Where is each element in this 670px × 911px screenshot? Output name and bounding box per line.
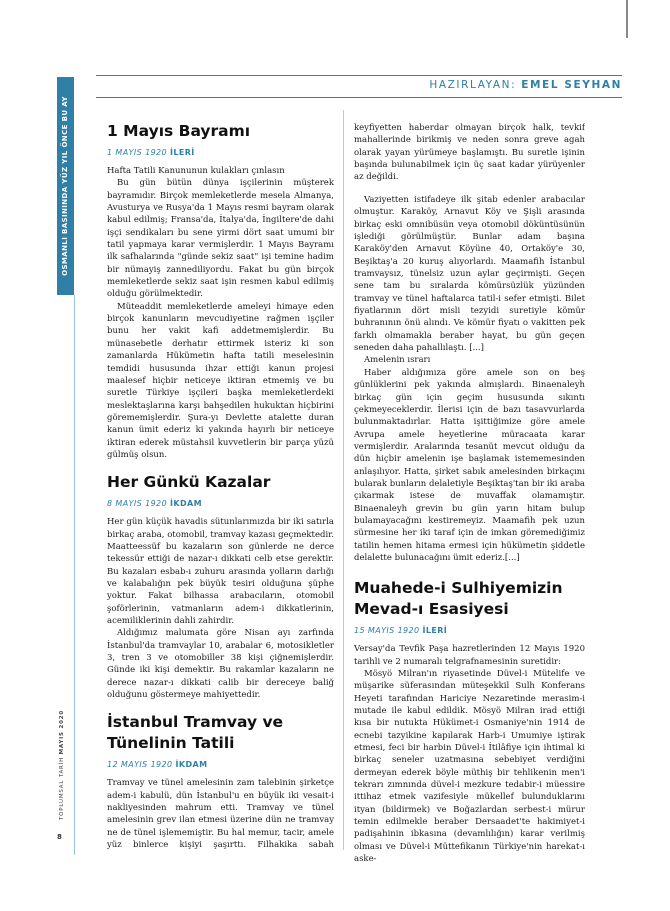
- author-credit: [429, 79, 622, 91]
- header-rule-top: [96, 75, 622, 76]
- article-paragraph: Hafta Tatili Kanununun kulakları çınlasın: [107, 166, 285, 176]
- article-paragraph: keyfiyetten haberdar olmayan birçok halk, tevkif mahallerinde birikmiş ve neden sonra greve agah olarak yayan yürümeye başlamıştı. Bu suretle işinin başında bulunabilmek için üç saat kadar yürüyenler az değildi.: [354, 123, 585, 183]
- newspaper-name: İKDAM: [170, 499, 202, 509]
- article-paragraph: Tramvay ve tünel amelesinin zam talebinin şirketçe adem-i kabulü, dün İstanbul'u en büyük iki vesait-i nakliyesinden mahrum etti. Tramvay ve tünel amelesinin grev ilan etmesi üzerine dün ne tramvay ne de tünel işlememiştir. Bu hal memur, tacir, amele yüz binlerce kişiyi şaşırttı. Filhakika sabah: [107, 778, 334, 851]
- prepared-by-label: HAZIRLAYAN:: [429, 79, 517, 91]
- magazine-name: TOPLUMSAL TARİH: [59, 756, 65, 820]
- article-paragraph: Haber aldığımıza göre amele son on beş günlüklerini pek yakında almışlardı. Binaenaleyh birkaç gün için geçim hususunda sıkıntı çekmeyeceklerdir. İlerisi için de bazı tasavvurlarda bulunmaktadırlar. Hatta işittiğimize göre amele Avrupa amele heyetlerine müracaata karar vermişlerdir. Aralarında tesanüt mevcut olduğu da dün hiçbir amelenin işe başlamak istememesinden anlaşılıyor. Hatta, şirket sabık amelesinden birkaçını bularak bunların delaletiyle Beşiktaş'tan bir iki araba çıkarmak istese de muvaffak olamamıştır. Binaenaleyh grevin bu gün yarın hitam bulup bulamayacağını kestiremeyiz. Maamafih pek uzun sürmesine her iki taraf için de imkan göremediğimiz tatilin hemen hitama ermesi için hükümetin şiddetle delalette bulunacağını ümit ederiz.[...]: [354, 367, 585, 563]
- page-edge-mark: [626, 0, 628, 38]
- issue-date: MAYIS 2020: [59, 710, 65, 755]
- article-paragraph: Mösyö Milran'ın riyasetinde Düvel-i Mütelife ve müşarike süferasından müteşekkil Sulh Konferans Heyeti tarafından Hariciye Nezaretinde merasim-i mutade ile kabul edildik. Mösyö Milran irad ettiği kısa bir nutukta Hükümet-i Osmaniye'nin 1914 de ecnebi tazyikine kapılarak Harb-i Umumiye iştirak etmesi, feci bir harbin Düvel-i İtilâfiye için ihtimal ki birkaç seneler uzatmasına sebebiyet verdiğini dermeyan ederek böyle müthiş bir tehlikenin men'i tekrarı zımnında düvel-i mezkure tedabir-i müessire ittihaz etmek vazifesiyle mükellef bulunduklarını ityan (bildirmek) ve Boğazlardan serbest-i mürur temin edilmekle beraber Dersaadet'te hakimiyet-i padişahinin ibkasına (devamlılığın) karar verilmiş olması ve Düvel-i Müttefikanın Türkiye'nin harekat-ı aske-: [354, 669, 585, 865]
- article-subheading: Amelenin ısrarı: [364, 355, 431, 366]
- article-title: İstanbul Tramvay ve Tünelinin Tatili: [107, 713, 284, 753]
- article-paragraph: Müteaddit memleketlerde ameleyi himaye eden birçok kanunların mevcudiyetine rağmen işçiler bunu her vakit kafi addetmemişlerdir. Bu münasebetle derhatır ettirmek isteriz ki son zamanlarda Hükümetin hafta tatili meselesinin temdidi hususunda ihzar ettiği kanun projesi maalesef hiçbir neticeye iktiran etmemiş ve bu suretle Türkiye işçileri başka memleketlerdeki meslektaşlarına karşı bahşedilen hukuktan hiçbirini görememişlerdir. Şura-yı Devlette atalette duran kanun ümit ederiz ki yakında hayırlı bir neticeye iktiran ederek müstahsil kuvvetlerin bir parça yüzü gülmüş olsun.: [107, 301, 334, 460]
- margin-rule: [74, 295, 75, 855]
- author-name: EMEL SEYHAN: [521, 79, 622, 91]
- article-source: [354, 626, 585, 635]
- article-date: 8 MAYIS 1920: [107, 499, 168, 509]
- footer-label: [59, 710, 65, 820]
- newspaper-name: İKDAM: [175, 760, 208, 770]
- article-source: [107, 148, 334, 157]
- article-title: Muahede-i Sulhiyemizin Mevad-ı Esasiyesi: [354, 579, 563, 619]
- article-date: 15 MAYIS 1920: [354, 626, 420, 636]
- continued-text: [354, 122, 585, 194]
- article-source: [107, 760, 334, 769]
- article-source: [107, 499, 334, 508]
- article-title: Her Günkü Kazalar: [107, 473, 271, 492]
- newspaper-name: İLERİ: [170, 148, 195, 157]
- section-label: OSMANLI BASININDA YÜZ YIL ÖNCE BU AY: [61, 96, 69, 276]
- header-rule-bottom: [96, 97, 622, 98]
- article-date: 12 MAYIS 1920: [107, 760, 173, 770]
- column-separator: [343, 110, 344, 850]
- newspaper-name: İLERİ: [422, 626, 448, 636]
- left-column: [107, 110, 334, 851]
- article-title: 1 Mayıs Bayramı: [107, 122, 251, 140]
- article-paragraph: Bu gün bütün dünya işçilerinin müşterek bayramıdır. Birçok memleketlerde mesela Almanya, Avusturya ve Rusya'da 1 Mayıs resmi bayram olarak kabul edilmiş; Fransa'da, İtalya'da, İngiltere'de dahi işçi sendikaları bu sene yirmi dört saat umumi bir tatil yapmaya karar vermişlerdir. 1 Mayıs Bayramı ilk safhalarında "günde sekiz saat" işi temine hadim bir nümayiş zannediliyordu. Fakat bu gün birçok memleketlerde sekiz saat işin resmen kabul edilmiş olduğu görülmektedir.: [107, 178, 334, 300]
- right-column: [354, 122, 585, 866]
- article-date: 1 MAYIS 1920: [107, 148, 168, 157]
- page-number: 8: [57, 833, 62, 841]
- article-paragraph: Versay'da Tevfik Paşa hazretlerinden 12 Mayıs 1920 tarihli ve 2 numaralı telgrafnamesinin suretidir:: [354, 644, 585, 667]
- article-paragraph: Her gün küçük havadis sütunlarımızda bir iki satırla birkaç araba, otomobil, tramvay kazası geçmektedir. Maatteessüf bu kazaların son günlerde ne derce tekessür ettiği de nazar-ı dikkati celb etse gerektir. Bu kazaları esbab-ı zuhuru arasında yolların darlığı ve kalabalığın pek büyük tesiri olduğuna şüphe yoktur. Fakat bilhassa arabacıların, otomobil şoförlerinin, vatmanların adem-i dikkatlerinin, acemiliklerinin dahli zahirdir.: [107, 517, 334, 626]
- article-paragraph: Vaziyetten istifadeye ilk şitab edenler arabacılar olmuştur. Karaköy, Arnavut Köy ve Şişli arasında birkaç eski omnibüsün veya otomobil döküntüsünün işlediği görülmüştür. Bunlar adam başına Karaköy'den Arnavut Köyüne 40, Ortaköy'e 30, Beşiktaş'a 20 kuruş alıyorlardı. Maamafih İstanbul tramvaysız, tünelsiz uzun aylar geçirmişti. Geçen sene tam bu sıralarda kömürsüzlük yüzünden tramvay ve tünel haftalarca tatil-i sefer etmişti. Bilet fiyatlarının dört misli tezyidi suretiyle kömür buhranının önü alındı. Ve kömür fiyatı o vakitten pek farklı olmamakla beraber hayat, bu gün geçen seneden daha pahallılaştı. [...]: [354, 195, 585, 354]
- article-paragraph: Aldığımız malumata göre Nisan ayı zarfında İstanbul'da tramvaylar 10, arabalar 6, motosikletler 3, tren 3 ve otomobiller 38 kişi çiğnemişlerdir. Günde iki kişi demektir. Bu rakamlar kazaların ne derece nazar-ı dikkati calib bir dereceye baliğ olduğunu göstermeye mahiyettedir.: [107, 628, 334, 701]
